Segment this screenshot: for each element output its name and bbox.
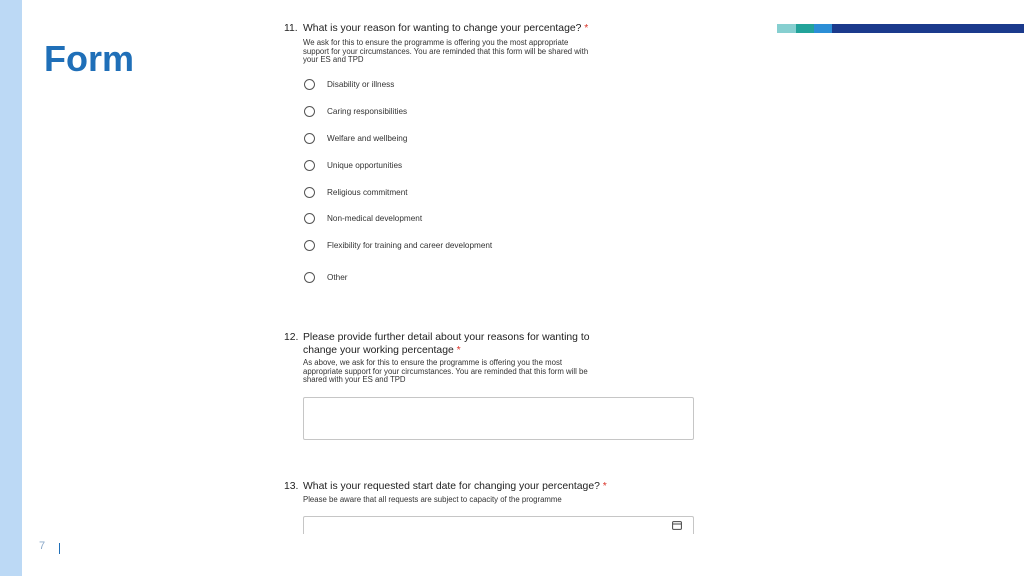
q11-option-label: Other bbox=[327, 272, 348, 282]
q11-title-text: What is your reason for wanting to change your percentage? bbox=[303, 23, 582, 34]
q13-title bbox=[284, 480, 607, 493]
radio-button[interactable] bbox=[304, 213, 315, 224]
q12-description bbox=[303, 359, 588, 385]
radio-button[interactable] bbox=[304, 106, 315, 117]
q13-description: Please be aware that all requests are subject to capacity of the programme bbox=[303, 495, 562, 504]
calendar-icon[interactable] bbox=[672, 521, 682, 530]
radio-button[interactable] bbox=[304, 240, 315, 251]
q11-option-welfare[interactable] bbox=[304, 131, 407, 145]
q11-option-other[interactable] bbox=[304, 270, 347, 284]
q11-option-non-medical[interactable] bbox=[304, 211, 422, 225]
q11-option-label: Religious commitment bbox=[327, 187, 408, 197]
q11-title bbox=[284, 22, 588, 35]
q11-option-label: Flexibility for training and career development bbox=[327, 240, 493, 250]
q11-option-label: Disability or illness bbox=[327, 79, 395, 89]
q13-number: 13. bbox=[284, 481, 299, 492]
accent-stripe-4 bbox=[832, 24, 1024, 33]
q12-number: 12. bbox=[284, 332, 299, 343]
radio-button[interactable] bbox=[304, 133, 315, 144]
q12-detail-textarea[interactable] bbox=[303, 397, 694, 440]
radio-button[interactable] bbox=[304, 272, 315, 283]
q11-option-label: Non-medical development bbox=[327, 213, 423, 223]
q11-option-label: Welfare and wellbeing bbox=[327, 133, 408, 143]
slide-title: Form bbox=[44, 38, 134, 79]
q11-desc-line-3: your ES and TPD bbox=[303, 55, 364, 65]
q11-option-religious[interactable] bbox=[304, 185, 408, 199]
radio-button[interactable] bbox=[304, 160, 315, 171]
q12-title bbox=[284, 331, 590, 357]
accent-stripe-1 bbox=[777, 24, 796, 33]
q12-title-line-1: Please provide further detail about your reasons for wanting to bbox=[303, 332, 590, 343]
q13-title-text: What is your requested start date for changing your percentage? bbox=[303, 481, 600, 492]
left-accent-bar bbox=[0, 0, 22, 576]
q12-title-line-2: change your working percentage bbox=[303, 345, 454, 356]
q13-required-marker: * bbox=[602, 481, 607, 492]
q11-option-unique[interactable] bbox=[304, 158, 402, 172]
q13-date-input[interactable] bbox=[303, 516, 694, 534]
q12-desc-line-2: appropriate support for your circumstances. You are reminded that this form will be bbox=[303, 366, 588, 376]
q11-option-flexibility[interactable] bbox=[304, 238, 492, 252]
q11-option-caring[interactable] bbox=[304, 104, 407, 118]
q11-option-label: Unique opportunities bbox=[327, 160, 403, 170]
q12-desc-line-3: shared with your ES and TPD bbox=[303, 375, 406, 385]
radio-button[interactable] bbox=[304, 79, 315, 90]
q11-description bbox=[303, 39, 588, 65]
q11-option-label: Caring responsibilities bbox=[327, 106, 408, 116]
page-number: 7 bbox=[39, 540, 46, 552]
q11-option-disability[interactable] bbox=[304, 77, 394, 91]
q11-required-marker: * bbox=[584, 23, 589, 34]
q12-required-marker: * bbox=[456, 345, 461, 356]
accent-stripe-3 bbox=[814, 24, 832, 33]
q11-desc-line-1: We ask for this to ensure the programme is offering you the most appropriate bbox=[303, 38, 569, 47]
page-number-divider bbox=[59, 543, 60, 554]
q12-desc-line-1: As above, we ask for this to ensure the programme is offering you the most bbox=[303, 358, 563, 367]
q11-number: 11. bbox=[284, 23, 298, 34]
accent-stripe-2 bbox=[796, 24, 814, 33]
radio-button[interactable] bbox=[304, 187, 315, 198]
q11-desc-line-2: support for your circumstances. You are reminded that this form will be shared with bbox=[303, 46, 589, 56]
